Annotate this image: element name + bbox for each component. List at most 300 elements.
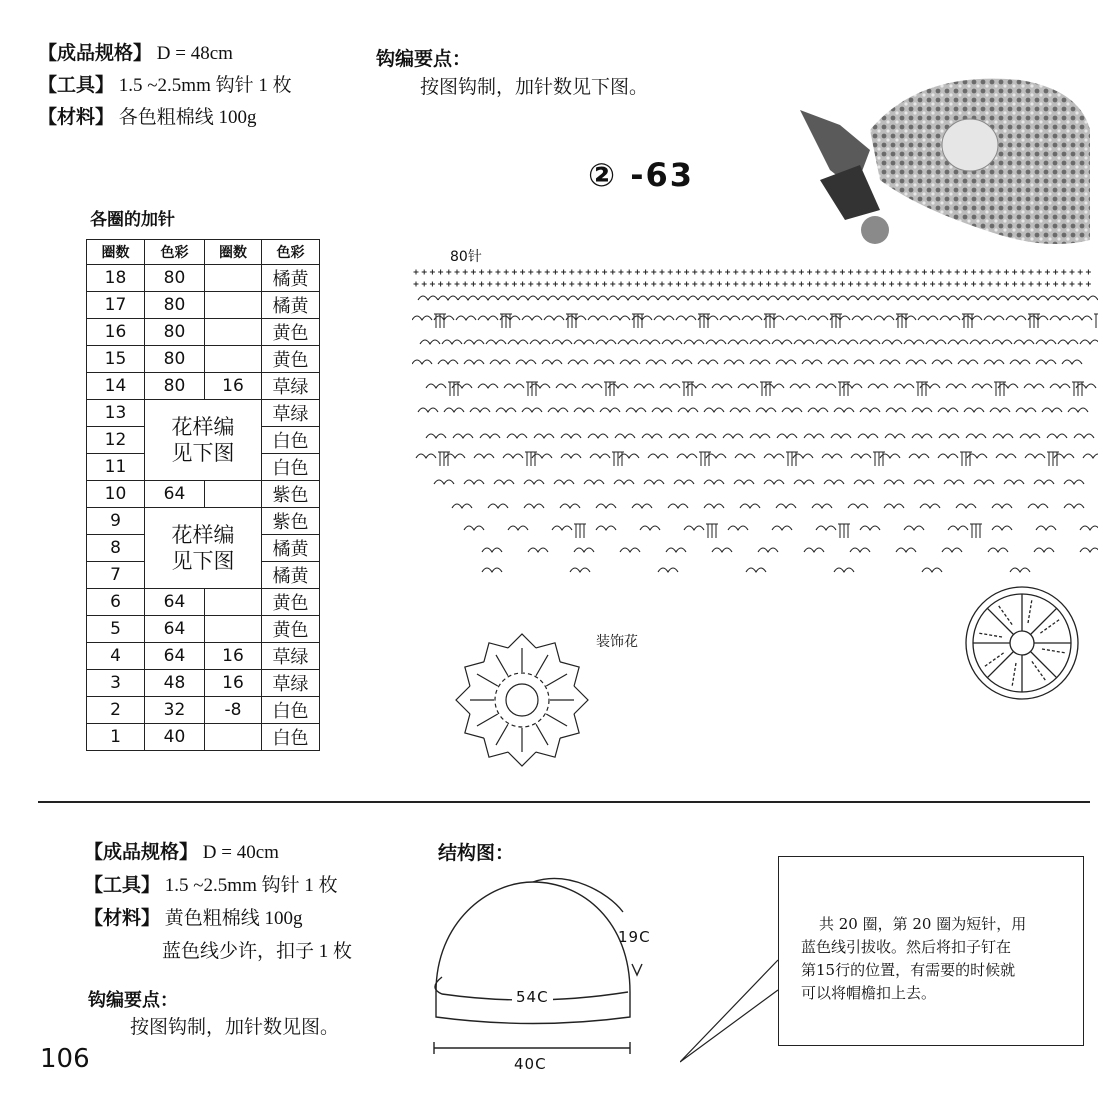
table-row xyxy=(87,400,320,427)
chain-loop-mark xyxy=(508,340,528,344)
flower-petal-mark xyxy=(484,724,508,757)
single-crochet-mark xyxy=(865,270,870,275)
round-cell: 5 xyxy=(87,616,145,643)
chain-loop-mark xyxy=(776,360,796,364)
single-crochet-mark xyxy=(873,282,878,287)
single-crochet-mark xyxy=(660,282,665,287)
single-crochet-mark xyxy=(569,282,574,287)
chain-loop-mark xyxy=(620,548,640,552)
motif-spoke-mark xyxy=(1030,608,1056,634)
single-crochet-mark xyxy=(725,282,730,287)
stitch-cell: 64 xyxy=(145,643,205,670)
chain-loop-mark xyxy=(974,480,994,484)
single-crochet-mark xyxy=(643,270,648,275)
chain-loop-mark xyxy=(848,504,868,508)
chain-loop-mark xyxy=(993,434,1013,438)
single-crochet-mark xyxy=(602,282,607,287)
single-crochet-mark xyxy=(848,270,853,275)
chain-loop-mark xyxy=(882,340,902,344)
double-crochet-mark xyxy=(526,382,530,396)
chain-loop-mark xyxy=(640,340,660,344)
header-round: 圈数 xyxy=(87,240,145,265)
top-notes-title: 钩编要点： xyxy=(376,49,472,70)
single-crochet-mark xyxy=(996,282,1001,287)
single-crochet-mark xyxy=(1004,282,1009,287)
chain-loop-mark xyxy=(1004,480,1024,484)
table-title: 各圈的加针 xyxy=(90,210,175,230)
chain-loop-mark xyxy=(652,408,672,412)
chain-loop-mark xyxy=(503,454,523,458)
round-cell: 3 xyxy=(87,670,145,697)
inc-cell xyxy=(205,292,262,319)
stitch-cell: 80 xyxy=(145,319,205,346)
chain-loop-mark xyxy=(452,384,472,388)
single-crochet-mark xyxy=(840,282,845,287)
chain-loop-mark xyxy=(798,296,818,300)
single-crochet-mark xyxy=(766,282,771,287)
single-crochet-mark xyxy=(610,270,615,275)
chain-loop-mark xyxy=(578,296,598,300)
stitch-cell: 64 xyxy=(145,481,205,508)
color-cell: 白色 xyxy=(262,724,320,751)
single-crochet-mark xyxy=(479,282,484,287)
double-crochet-mark xyxy=(1094,314,1098,328)
single-crochet-mark xyxy=(504,282,509,287)
chain-loop-mark xyxy=(1018,296,1038,300)
chain-loop-mark xyxy=(496,408,516,412)
chain-loop-mark xyxy=(1080,340,1098,344)
single-crochet-mark xyxy=(512,270,517,275)
single-crochet-mark xyxy=(955,270,960,275)
single-crochet-mark xyxy=(471,270,476,275)
chain-loop-mark xyxy=(956,504,976,508)
single-crochet-mark xyxy=(1061,270,1066,275)
chain-loop-mark xyxy=(1083,454,1098,458)
chain-loop-mark xyxy=(686,384,706,388)
single-crochet-mark xyxy=(1078,282,1083,287)
table-row xyxy=(87,481,320,508)
double-crochet-mark xyxy=(699,452,703,466)
chain-loop-mark xyxy=(554,480,574,484)
single-crochet-mark xyxy=(1086,270,1091,275)
chain-loop-mark xyxy=(434,480,454,484)
top-notes-text: 按图钩制，加针数见下图。 xyxy=(420,77,649,98)
table-row xyxy=(87,373,320,400)
chain-loop-mark xyxy=(822,454,842,458)
chain-loop-mark xyxy=(860,526,880,530)
flower-petal-mark xyxy=(550,686,588,714)
chain-loop-mark xyxy=(644,480,664,484)
single-crochet-mark xyxy=(947,282,952,287)
top-material-line: 【材料】 各色粗棉线 100g xyxy=(38,107,257,128)
single-crochet-mark xyxy=(725,270,730,275)
chain-loop-mark xyxy=(852,316,872,320)
chain-loop-mark xyxy=(548,408,568,412)
chain-loop-mark xyxy=(734,480,754,484)
chain-loop-mark xyxy=(470,408,490,412)
chain-loop-mark xyxy=(618,340,638,344)
inc-cell: 16 xyxy=(205,643,262,670)
page-number: 106 xyxy=(40,1044,90,1074)
chain-loop-mark xyxy=(1072,316,1092,320)
inc-cell xyxy=(205,319,262,346)
chain-loop-mark xyxy=(482,568,502,572)
color-cell: 橘黄 xyxy=(262,562,320,589)
single-crochet-mark xyxy=(897,270,902,275)
double-crochet-mark xyxy=(525,452,529,466)
single-crochet-mark xyxy=(1078,270,1083,275)
chain-loop-mark xyxy=(658,568,678,572)
chain-loop-mark xyxy=(442,340,462,344)
single-crochet-mark xyxy=(660,270,665,275)
chain-loop-mark xyxy=(522,408,542,412)
single-crochet-mark xyxy=(881,270,886,275)
bottom-material-line: 【材料】 黄色粗棉线 100g xyxy=(84,908,303,929)
chain-loop-mark xyxy=(530,384,550,388)
round-motif-diagram xyxy=(952,585,1092,725)
single-crochet-mark xyxy=(520,270,525,275)
color-cell: 草绿 xyxy=(262,643,320,670)
chain-loop-mark xyxy=(478,384,498,388)
chain-loop-mark xyxy=(596,340,616,344)
chain-loop-mark xyxy=(1036,340,1056,344)
single-crochet-mark xyxy=(1045,270,1050,275)
chain-loop-mark xyxy=(730,408,750,412)
single-crochet-mark xyxy=(971,282,976,287)
inc-cell: 16 xyxy=(205,670,262,697)
stitch-cell: 80 xyxy=(145,292,205,319)
top-spec-line: 【成品规格】 D = 48cm xyxy=(38,43,233,64)
chain-loop-mark xyxy=(480,434,500,438)
chain-loop-mark xyxy=(992,526,1012,530)
chain-loop-mark xyxy=(618,296,638,300)
chain-loop-mark xyxy=(464,340,484,344)
double-crochet-mark xyxy=(846,524,850,538)
chain-loop-mark xyxy=(538,296,558,300)
chain-loop-mark xyxy=(1058,340,1078,344)
chain-loop-mark xyxy=(992,340,1012,344)
single-crochet-mark xyxy=(553,270,558,275)
single-crochet-mark xyxy=(914,270,919,275)
single-crochet-mark xyxy=(701,282,706,287)
single-crochet-mark xyxy=(668,282,673,287)
color-cell: 橘黄 xyxy=(262,265,320,292)
single-crochet-mark xyxy=(963,270,968,275)
single-crochet-mark xyxy=(627,282,632,287)
header-color-stitches: 色彩 xyxy=(145,240,205,265)
chain-loop-mark xyxy=(482,548,502,552)
arrow-19 xyxy=(632,964,642,975)
single-crochet-mark xyxy=(914,282,919,287)
table-row xyxy=(87,724,320,751)
single-crochet-mark xyxy=(537,282,542,287)
callout-box xyxy=(778,856,1084,1046)
round-cell: 18 xyxy=(87,265,145,292)
chain-loop-mark xyxy=(858,296,878,300)
chain-loop-mark xyxy=(772,526,792,530)
chain-loop-mark xyxy=(712,384,732,388)
chain-loop-mark xyxy=(984,360,1004,364)
double-crochet-mark xyxy=(529,452,533,466)
double-crochet-mark xyxy=(714,524,718,538)
chain-loop-mark xyxy=(534,434,554,438)
chain-loop-mark xyxy=(594,360,614,364)
chain-loop-mark xyxy=(1062,360,1082,364)
single-crochet-mark xyxy=(979,282,984,287)
chain-loop-mark xyxy=(474,454,494,458)
single-crochet-mark xyxy=(1037,270,1042,275)
inc-cell xyxy=(205,589,262,616)
chain-loop-mark xyxy=(958,296,978,300)
chain-loop-mark xyxy=(772,340,792,344)
chain-loop-mark xyxy=(696,434,716,438)
chain-loop-mark xyxy=(776,504,796,508)
stitch-cell: 80 xyxy=(145,373,205,400)
chain-loop-mark xyxy=(698,296,718,300)
single-crochet-mark xyxy=(750,282,755,287)
double-crochet-mark xyxy=(838,524,842,538)
chain-loop-mark xyxy=(764,480,784,484)
single-crochet-mark xyxy=(1004,270,1009,275)
single-crochet-mark xyxy=(455,282,460,287)
chain-loop-mark xyxy=(778,296,798,300)
chain-loop-mark xyxy=(552,526,572,530)
single-crochet-mark xyxy=(446,270,451,275)
chain-loop-mark xyxy=(958,360,978,364)
chain-loop-mark xyxy=(596,526,616,530)
pattern-note-cell: 花样编 见下图 xyxy=(145,508,262,589)
single-crochet-mark xyxy=(1045,282,1050,287)
chain-loop-mark xyxy=(556,384,576,388)
chain-loop-mark xyxy=(648,454,668,458)
chain-loop-mark xyxy=(669,434,689,438)
chain-loop-mark xyxy=(816,384,836,388)
chain-loop-mark xyxy=(1050,316,1070,320)
color-cell: 草绿 xyxy=(262,400,320,427)
chain-loop-mark xyxy=(668,504,688,508)
header-round-inc: 圈数 xyxy=(205,240,262,265)
chain-loop-mark xyxy=(764,454,784,458)
chain-loop-mark xyxy=(574,548,594,552)
chain-loop-mark xyxy=(922,568,942,572)
chain-loop-mark xyxy=(738,296,758,300)
double-crochet-mark xyxy=(682,382,686,396)
chain-loop-mark xyxy=(948,340,968,344)
chain-loop-mark xyxy=(674,480,694,484)
single-crochet-mark xyxy=(1012,270,1017,275)
double-crochet-mark xyxy=(442,452,446,466)
chain-loop-mark xyxy=(1038,296,1058,300)
hat-structure-diagram xyxy=(418,862,658,1072)
chain-loop-mark xyxy=(932,360,952,364)
inc-cell xyxy=(205,481,262,508)
single-crochet-mark xyxy=(791,282,796,287)
stitch-cell: 80 xyxy=(145,346,205,373)
single-crochet-mark xyxy=(635,270,640,275)
single-crochet-mark xyxy=(733,282,738,287)
chain-loop-mark xyxy=(508,526,528,530)
double-crochet-mark xyxy=(790,452,794,466)
single-crochet-mark xyxy=(651,270,656,275)
single-crochet-mark xyxy=(996,270,1001,275)
single-crochet-mark xyxy=(446,282,451,287)
single-crochet-mark xyxy=(840,270,845,275)
chain-loop-mark xyxy=(568,360,588,364)
flower-petal-mark xyxy=(484,643,508,676)
top-specs xyxy=(38,38,292,134)
chain-loop-mark xyxy=(885,434,905,438)
chain-loop-mark xyxy=(1024,384,1044,388)
chain-loop-mark xyxy=(896,548,916,552)
color-cell: 白色 xyxy=(262,697,320,724)
double-crochet-mark xyxy=(616,452,620,466)
double-crochet-mark xyxy=(760,382,764,396)
color-cell: 紫色 xyxy=(262,481,320,508)
color-cell: 橘黄 xyxy=(262,292,320,319)
chain-loop-mark xyxy=(1028,504,1048,508)
single-crochet-mark xyxy=(651,282,656,287)
single-crochet-mark xyxy=(750,270,755,275)
table-row xyxy=(87,670,320,697)
chain-loop-mark xyxy=(939,434,959,438)
chain-loop-mark xyxy=(620,360,640,364)
chain-loop-mark xyxy=(884,504,904,508)
double-crochet-mark xyxy=(1047,452,1051,466)
stitch-cell: 40 xyxy=(145,724,205,751)
chain-loop-mark xyxy=(858,434,878,438)
single-crochet-mark xyxy=(856,270,861,275)
chain-loop-mark xyxy=(794,340,814,344)
double-crochet-mark xyxy=(916,382,920,396)
single-crochet-mark xyxy=(1012,282,1017,287)
flower-petal-mark xyxy=(456,686,494,714)
double-crochet-mark xyxy=(964,452,968,466)
single-crochet-mark xyxy=(1029,270,1034,275)
double-crochet-mark xyxy=(842,524,846,538)
color-cell: 橘黄 xyxy=(262,535,320,562)
single-crochet-mark xyxy=(1086,282,1091,287)
dim-54-label: 54C xyxy=(512,988,553,1006)
single-crochet-mark xyxy=(922,270,927,275)
single-crochet-mark xyxy=(553,282,558,287)
single-crochet-mark xyxy=(668,270,673,275)
top-tool-line: 【工具】 1.5 ~2.5mm 钩针 1 枚 xyxy=(38,75,292,96)
single-crochet-mark xyxy=(742,282,747,287)
table-row xyxy=(87,265,320,292)
chain-loop-mark xyxy=(640,526,660,530)
stitch-cell: 48 xyxy=(145,670,205,697)
chain-loop-mark xyxy=(886,408,906,412)
chain-loop-mark xyxy=(998,296,1018,300)
chain-loop-mark xyxy=(1006,316,1026,320)
bottom-tool-line: 【工具】 1.5 ~2.5mm 钩针 1 枚 xyxy=(84,875,338,896)
single-crochet-mark xyxy=(889,270,894,275)
single-crochet-mark xyxy=(1020,270,1025,275)
single-crochet-mark xyxy=(487,270,492,275)
round-cell: 8 xyxy=(87,535,145,562)
chain-loop-mark xyxy=(735,454,755,458)
chain-loop-mark xyxy=(1064,504,1084,508)
round-cell: 17 xyxy=(87,292,145,319)
single-crochet-mark xyxy=(438,282,443,287)
single-crochet-mark xyxy=(643,282,648,287)
header-color: 色彩 xyxy=(262,240,320,265)
motif-chain-mark xyxy=(1042,649,1066,653)
single-crochet-mark xyxy=(799,270,804,275)
chain-loop-mark xyxy=(615,434,635,438)
chain-loop-mark xyxy=(1078,296,1098,300)
table-row xyxy=(87,697,320,724)
chain-loop-mark xyxy=(426,384,446,388)
single-crochet-mark xyxy=(938,270,943,275)
hat-photo xyxy=(800,70,1090,250)
round-cell: 16 xyxy=(87,319,145,346)
double-crochet-mark xyxy=(970,524,974,538)
chain-loop-mark xyxy=(677,454,697,458)
single-crochet-mark xyxy=(865,282,870,287)
flower-petal-mark xyxy=(465,714,498,738)
stitch-chart xyxy=(412,262,1098,592)
single-crochet-mark xyxy=(807,282,812,287)
round-cell: 2 xyxy=(87,697,145,724)
single-crochet-mark xyxy=(709,282,714,287)
single-crochet-mark xyxy=(430,282,435,287)
chain-loop-mark xyxy=(498,296,518,300)
chain-loop-mark xyxy=(614,480,634,484)
double-crochet-mark xyxy=(978,524,982,538)
chain-loop-mark xyxy=(544,316,564,320)
chain-loop-mark xyxy=(478,296,498,300)
chain-loop-mark xyxy=(596,504,616,508)
single-crochet-mark xyxy=(824,270,829,275)
chain-loop-mark xyxy=(530,340,550,344)
single-crochet-mark xyxy=(856,282,861,287)
chain-loop-mark xyxy=(528,548,548,552)
color-cell: 草绿 xyxy=(262,373,320,400)
chain-loop-mark xyxy=(874,316,894,320)
single-crochet-mark xyxy=(1070,282,1075,287)
single-crochet-mark xyxy=(619,282,624,287)
chain-loop-mark xyxy=(464,526,484,530)
chain-loop-mark xyxy=(560,504,580,508)
single-crochet-mark xyxy=(684,282,689,287)
chain-loop-mark xyxy=(672,360,692,364)
chain-loop-mark xyxy=(944,480,964,484)
single-crochet-mark xyxy=(586,270,591,275)
single-crochet-mark xyxy=(701,270,706,275)
table-row xyxy=(87,508,320,535)
single-crochet-mark xyxy=(979,270,984,275)
flower-petal-mark xyxy=(546,714,579,738)
single-crochet-mark xyxy=(594,270,599,275)
double-crochet-mark xyxy=(960,452,964,466)
chain-loop-mark xyxy=(634,384,654,388)
chain-loop-mark xyxy=(712,548,732,552)
double-crochet-mark xyxy=(582,524,586,538)
chain-loop-mark xyxy=(824,480,844,484)
color-cell: 白色 xyxy=(262,454,320,481)
chain-loop-mark xyxy=(880,360,900,364)
round-cell: 1 xyxy=(87,724,145,751)
chain-loop-mark xyxy=(1042,408,1062,412)
round-cell: 6 xyxy=(87,589,145,616)
chain-loop-mark xyxy=(758,548,778,552)
single-crochet-mark xyxy=(602,270,607,275)
chain-loop-mark xyxy=(1034,480,1054,484)
chain-loop-mark xyxy=(420,340,440,344)
single-crochet-mark xyxy=(881,282,886,287)
single-crochet-mark xyxy=(742,270,747,275)
